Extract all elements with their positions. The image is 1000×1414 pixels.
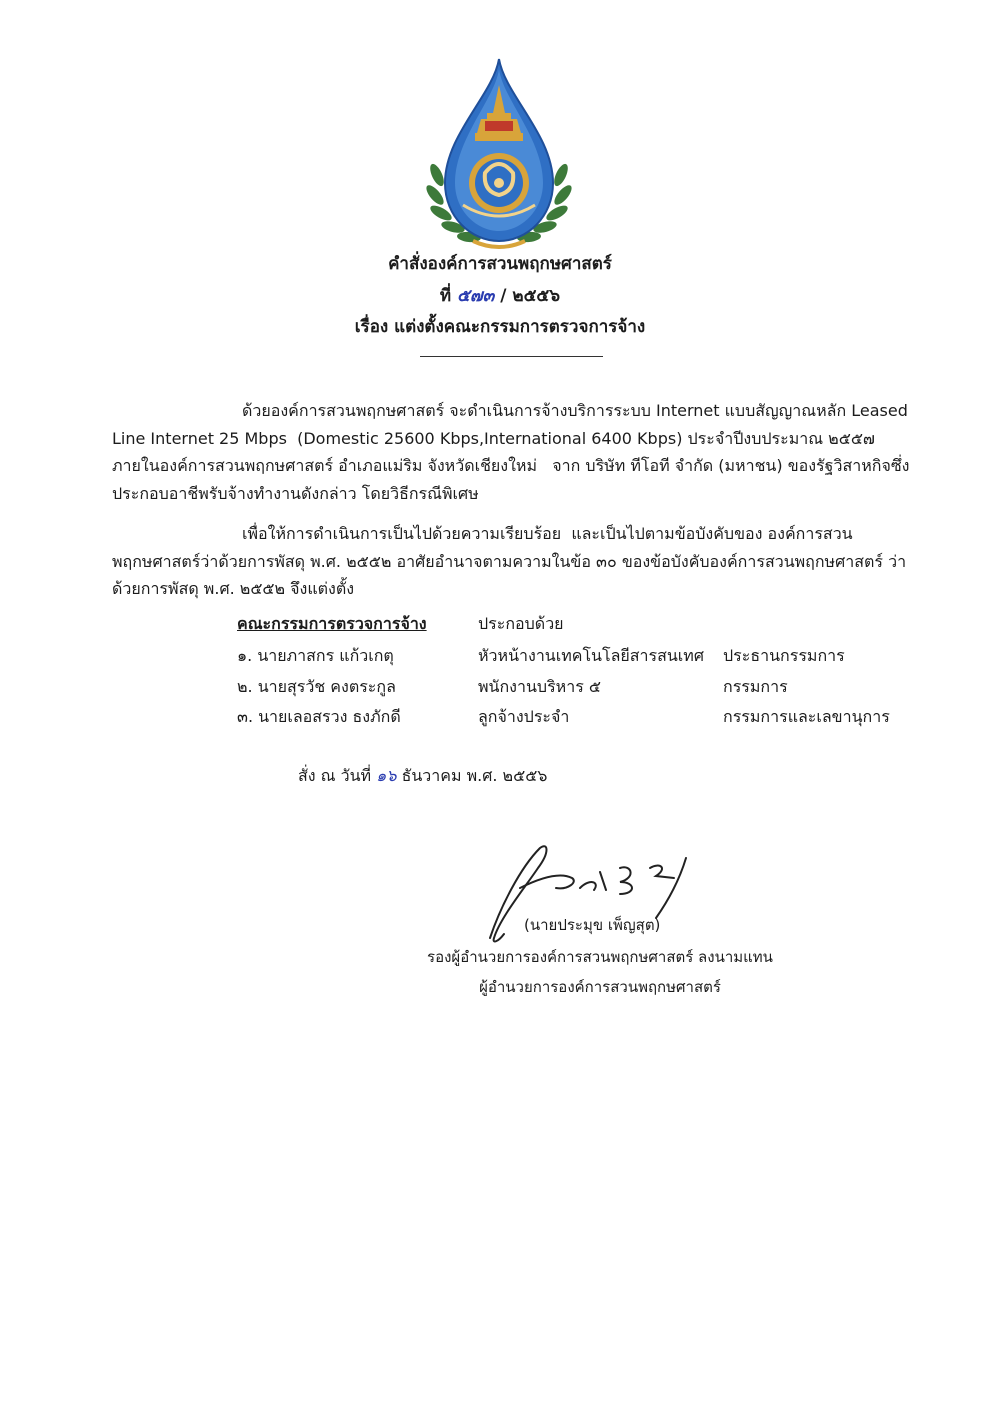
signatory-position-line-2: ผู้อำนวยการองค์การสวนพฤกษศาสตร์ (479, 978, 721, 996)
document-subject: เรื่อง แต่งตั้งคณะกรรมการตรวจการจ้าง (354, 317, 646, 337)
body-paragraph-2 (112, 520, 912, 603)
member-position: ลูกจ้างประจำ (478, 707, 570, 726)
member-role: ประธานกรรมการ (723, 646, 845, 665)
order-year: / ๒๕๕๖ (500, 286, 561, 306)
member-name: ๒. นายสุรวัช คงตระกูล (237, 677, 396, 696)
date-day-handwritten: ๑๖ (376, 766, 397, 785)
signatory-position-line-1: รองผู้อำนวยการองค์การสวนพฤกษศาสตร์ ลงนามแทน (427, 948, 773, 966)
body-paragraph-1 (112, 397, 912, 507)
organization-emblem-logo (423, 55, 575, 253)
committee-consists-of: ประกอบด้วย (478, 614, 564, 633)
header-divider (420, 356, 603, 357)
member-position: หัวหน้างานเทคโนโลยีสารสนเทศ (478, 646, 704, 665)
date-rest: ธันวาคม พ.ศ. ๒๕๕๖ (401, 766, 548, 785)
date-prefix: สั่ง ณ วันที่ (298, 766, 372, 785)
member-role: กรรมการ (723, 677, 788, 696)
member-name: ๑. นายภาสกร แก้วเกตุ (237, 646, 394, 665)
signatory-name: (นายประมุข เพ็ญสุต) (524, 916, 661, 934)
order-number-handwritten: ๕๗๓ (457, 286, 495, 306)
paragraph-2-text: เพื่อให้การดำเนินการเป็นไปด้วยความเรียบร้อย และเป็นไปตามข้อบังคับของ องค์การสวนพฤกษศาสตร์ว่าด้วยการพัสดุ พ.ศ. ๒๕๕๒ อาศัยอำนาจตามความในข้อ ๓๐ ของข้อบังคับองค์การสวนพฤกษศาสตร์ ว่าด้วยการพัสดุ พ.ศ. ๒๕๕๒ จึงแต่งตั้ง (112, 524, 907, 598)
member-position: พนักงานบริหาร ๕ (478, 677, 601, 696)
order-prefix: ที่ (439, 286, 452, 306)
order-date (298, 764, 547, 789)
order-number (0, 282, 1000, 309)
committee-heading: คณะกรรมการตรวจการจ้าง (237, 614, 427, 633)
member-name: ๓. นายเลอสรวง ธงภักดี (237, 707, 401, 726)
member-role: กรรมการและเลขานุการ (723, 707, 890, 726)
paragraph-1-text: ด้วยองค์การสวนพฤกษศาสตร์ จะดำเนินการจ้างบริการระบบ Internet แบบสัญญาณหลัก Leased Line Internet 25 Mbps (Domestic 25600 Kbps,International 6400 Kbps) ประจำปีงบประมาณ ๒๕๕๗ ภายในองค์การสวนพฤกษศาสตร์ อำเภอแม่ริม จังหวัดเชียงใหม่ จาก บริษัท ทีโอที จำกัด (มหาชน) ของรัฐวิสาหกิจซึ่งประกอบอาชีพรับจ้างทำงานดังกล่าว โดยวิธีกรณีพิเศษ (112, 401, 913, 503)
document-title: คำสั่งองค์การสวนพฤกษศาสตร์ (388, 254, 612, 274)
